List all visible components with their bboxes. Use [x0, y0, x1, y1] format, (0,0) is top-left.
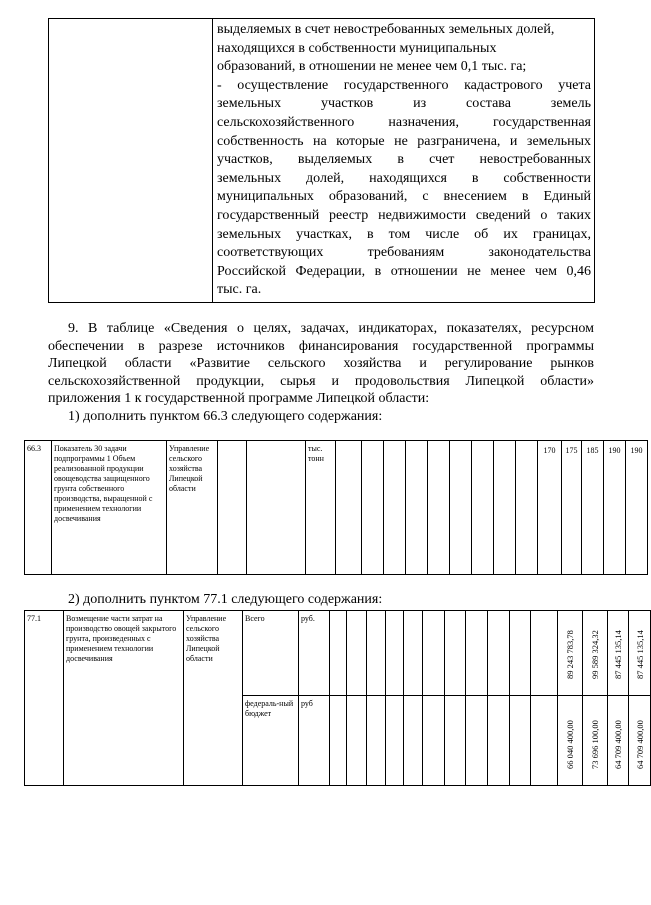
value-cell	[629, 611, 651, 696]
text-line: обеспечении в разрезе источников финансирования государственной программы	[48, 338, 594, 354]
text-line: муниципальных образований, с внесением в Единый	[217, 189, 591, 205]
text-line: выделяемых в счет невостребованных земельных долей,	[217, 22, 555, 37]
empty-cell	[330, 696, 347, 786]
value-cell: 190	[604, 441, 626, 575]
value-cell: 190	[626, 441, 648, 575]
executor: Управление сельского хозяйства Липецкой области	[167, 441, 218, 575]
empty-cell	[472, 441, 494, 575]
empty-cell	[488, 611, 510, 696]
empty-cell	[423, 611, 445, 696]
empty-cell	[362, 441, 384, 575]
empty-cell	[466, 611, 488, 696]
empty-cell	[49, 19, 213, 303]
empty-cell	[428, 441, 450, 575]
empty-cell	[510, 611, 531, 696]
empty-cell	[330, 611, 347, 696]
empty-cell	[404, 611, 423, 696]
text-line: земельных участках, в том числе об их границах,	[217, 226, 591, 242]
description-cell	[213, 19, 595, 303]
empty-cell	[336, 441, 362, 575]
executor: Управление сельского хозяйства Липецкой области	[184, 611, 243, 786]
text-line: сельскохозяйственного назначения, государственная	[217, 114, 591, 130]
empty-cell	[218, 441, 247, 575]
text-line: находящихся в собственности муниципальных	[217, 40, 497, 56]
empty-cell	[423, 696, 445, 786]
text-line: Липецкой области «Развитие сельского хозяйства и регулирование рынков	[48, 356, 594, 371]
empty-cell	[450, 441, 472, 575]
indicator-table-66-3	[24, 440, 648, 575]
paragraph-9	[48, 320, 594, 425]
value-text: 73 696 100,00	[590, 720, 600, 769]
empty-cell	[488, 696, 510, 786]
empty-cell	[247, 441, 306, 575]
empty-cell	[445, 611, 466, 696]
empty-cell	[406, 441, 428, 575]
empty-cell	[531, 696, 558, 786]
text-line: участков, выделяемых в счет невостребованных	[217, 152, 591, 168]
item-2-text: 2) дополнить пунктом 77.1 следующего содержания:	[68, 592, 383, 607]
empty-cell	[531, 611, 558, 696]
unit: руб.	[299, 611, 330, 696]
text-line: соответствующих требованиям законодательства	[217, 245, 591, 261]
value-cell	[558, 611, 583, 696]
empty-cell	[367, 611, 386, 696]
text-line: 9. В таблице «Сведения о целях, задачах, индикаторах, показателях, ресурсном	[68, 321, 594, 336]
row-number: 66.3	[25, 441, 52, 575]
value-cell	[608, 611, 629, 696]
source-federal: федераль-ный бюджет	[243, 696, 299, 786]
empty-cell	[347, 696, 367, 786]
value-cell: 170	[538, 441, 562, 575]
text-line: приложения 1 к государственной программе Липецкой области:	[48, 391, 430, 406]
text-line: собственность на которые не разграничена, и земельных	[217, 133, 591, 149]
value-cell	[558, 696, 583, 786]
text-line: земельных участков из состава земель	[217, 96, 591, 112]
empty-cell	[404, 696, 423, 786]
indicator-name: Показатель 30 задачи подпрограммы 1 Объем реализованной продукции овощеводства защищенного грунта собственного производства, выращенной с применением технологии досвечивания	[52, 441, 167, 575]
empty-cell	[494, 441, 516, 575]
unit: тыс. тонн	[306, 441, 336, 575]
empty-cell	[386, 696, 404, 786]
text-line: - осуществление государственного кадастрового учета	[217, 77, 591, 93]
resource-table-77-1	[24, 610, 651, 786]
empty-cell	[386, 611, 404, 696]
source-total: Всего	[243, 611, 299, 696]
text-line: сельскохозяйственной продукции, сырья и продовольствия Липецкой области»	[48, 373, 594, 389]
value-text: 64 709 400,00	[613, 720, 623, 769]
value-text: 99 589 324,32	[590, 630, 600, 679]
text-line: образований, в отношении не менее чем 0,1 тыс. га;	[217, 59, 527, 75]
empty-cell	[516, 441, 538, 575]
value-text: 64 709 400,00	[634, 720, 645, 769]
value-text: 87 445 135,14	[634, 630, 645, 679]
value-cell	[608, 696, 629, 786]
empty-cell	[384, 441, 406, 575]
text-line: тыс. га.	[217, 282, 262, 298]
empty-cell	[445, 696, 466, 786]
text-line: земельных долей, находящихся в собственности	[217, 170, 591, 186]
row-number: 77.1	[25, 611, 64, 786]
value-cell	[583, 611, 608, 696]
value-cell: 175	[562, 441, 582, 575]
text-line: Российской Федерации, в отношении не менее чем 0,46	[217, 263, 591, 279]
measure-name: Возмещение части затрат на производство овощей закрытого грунта, произведенных с применением технологии досвечивания	[64, 611, 184, 786]
value-text: 66 040 400,00	[565, 720, 575, 769]
empty-cell	[510, 696, 531, 786]
continuation-table	[48, 18, 595, 303]
value-cell	[583, 696, 608, 786]
value-cell: 185	[582, 441, 604, 575]
value-cell	[629, 696, 651, 786]
value-text: 87 445 135,14	[613, 630, 623, 679]
value-text: 89 243 783,78	[565, 630, 575, 679]
empty-cell	[347, 611, 367, 696]
item-1-text: 1) дополнить пунктом 66.3 следующего содержания:	[68, 408, 383, 424]
unit: руб	[299, 696, 330, 786]
empty-cell	[466, 696, 488, 786]
text-line: государственный реестр недвижимости сведений о таких	[217, 207, 591, 223]
empty-cell	[367, 696, 386, 786]
